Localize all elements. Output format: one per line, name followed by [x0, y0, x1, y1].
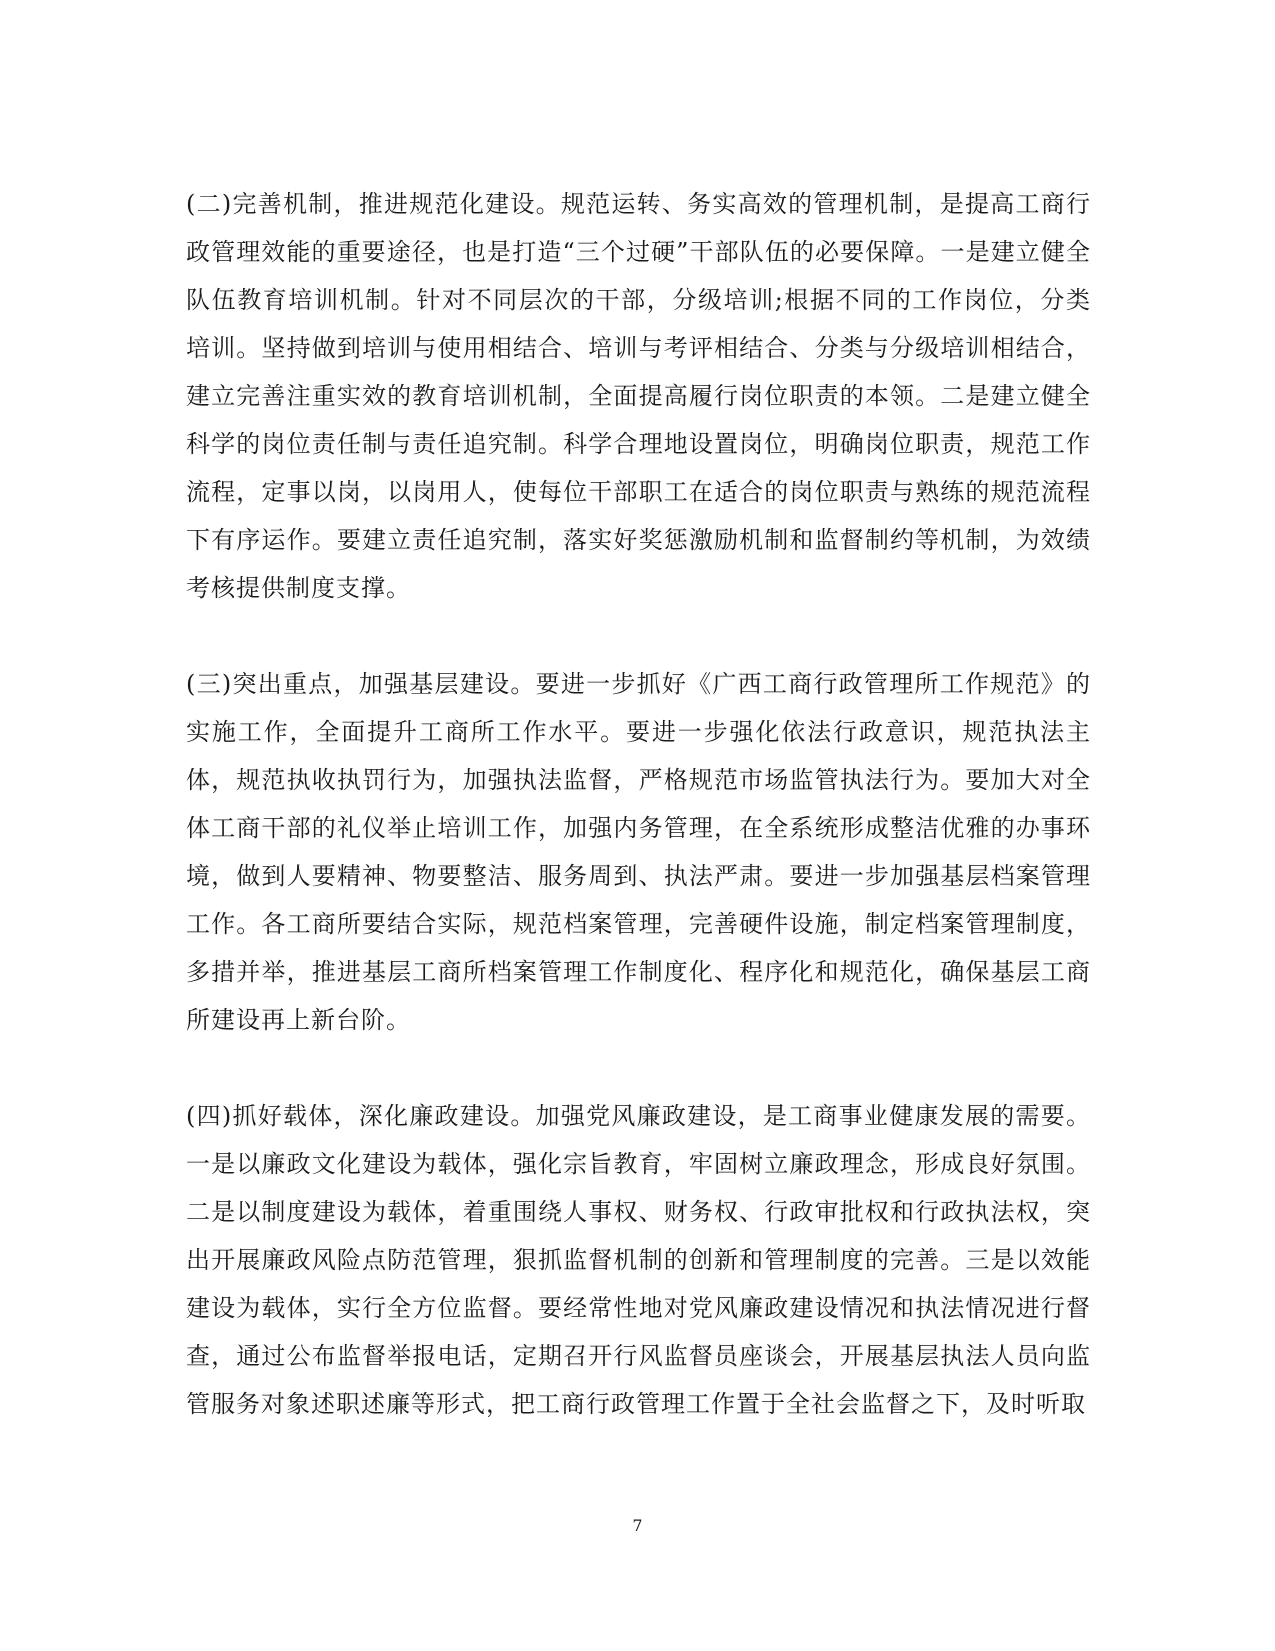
paragraph-mechanism: (二)完善机制，推进规范化建设。规范运转、务实高效的管理机制，是提高工商行政管理效能的重要途径，也是打造“三个过硬”干部队伍的必要保障。一是建立健全队伍教育培训机制。针对不同层次的干部，分级培训;根据不同的工作岗位，分类培训。坚持做到培训与使用相结合、培训与考评相结合、分类与分级培训相结合，建立完善注重实效的教育培训机制，全面提高履行岗位职责的本领。二是建立健全科学的岗位责任制与责任追究制。科学合理地设置岗位，明确岗位职责，规范工作流程，定事以岗，以岗用人，使每位干部职工在适合的岗位职责与熟练的规范流程下有序运作。要建立责任追究制，落实好奖惩激励机制和监督制约等机制，为效绩考核提供制度支撑。 — [186, 190, 1091, 602]
body-text — [186, 180, 1091, 1428]
paragraph-integrity: (四)抓好载体，深化廉政建设。加强党风廉政建设，是工商事业健康发展的需要。一是以廉政文化建设为载体，强化宗旨教育，牢固树立廉政理念，形成良好氛围。二是以制度建设为载体，着重围绕人事权、财务权、行政审批权和行政执法权，突出开展廉政风险点防范管理，狠抓监督机制的创新和管理制度的完善。三是以效能建设为载体，实行全方位监督。要经常性地对党风廉政建设情况和执法情况进行督查，通过公布监督举报电话，定期召开行风监督员座谈会，开展基层执法人员向监管服务对象述职述廉等形式，把工商行政管理工作置于全社会监督之下，及时听取 — [186, 1102, 1091, 1418]
paragraph-grassroots: (三)突出重点，加强基层建设。要进一步抓好《广西工商行政管理所工作规范》的实施工作，全面提升工商所工作水平。要进一步强化依法行政意识，规范执法主体，规范执收执罚行为，加强执法监督，严格规范市场监管执法行为。要加大对全体工商干部的礼仪举止培训工作，加强内务管理，在全系统形成整洁优雅的办事环境，做到人要精神、物要整洁、服务周到、执法严肃。要进一步加强基层档案管理工作。各工商所要结合实际，规范档案管理，完善硬件设施，制定档案管理制度，多措并举，推进基层工商所档案管理工作制度化、程序化和规范化，确保基层工商所建设再上新台阶。 — [186, 670, 1091, 1034]
page-number: 7 — [632, 1516, 643, 1535]
